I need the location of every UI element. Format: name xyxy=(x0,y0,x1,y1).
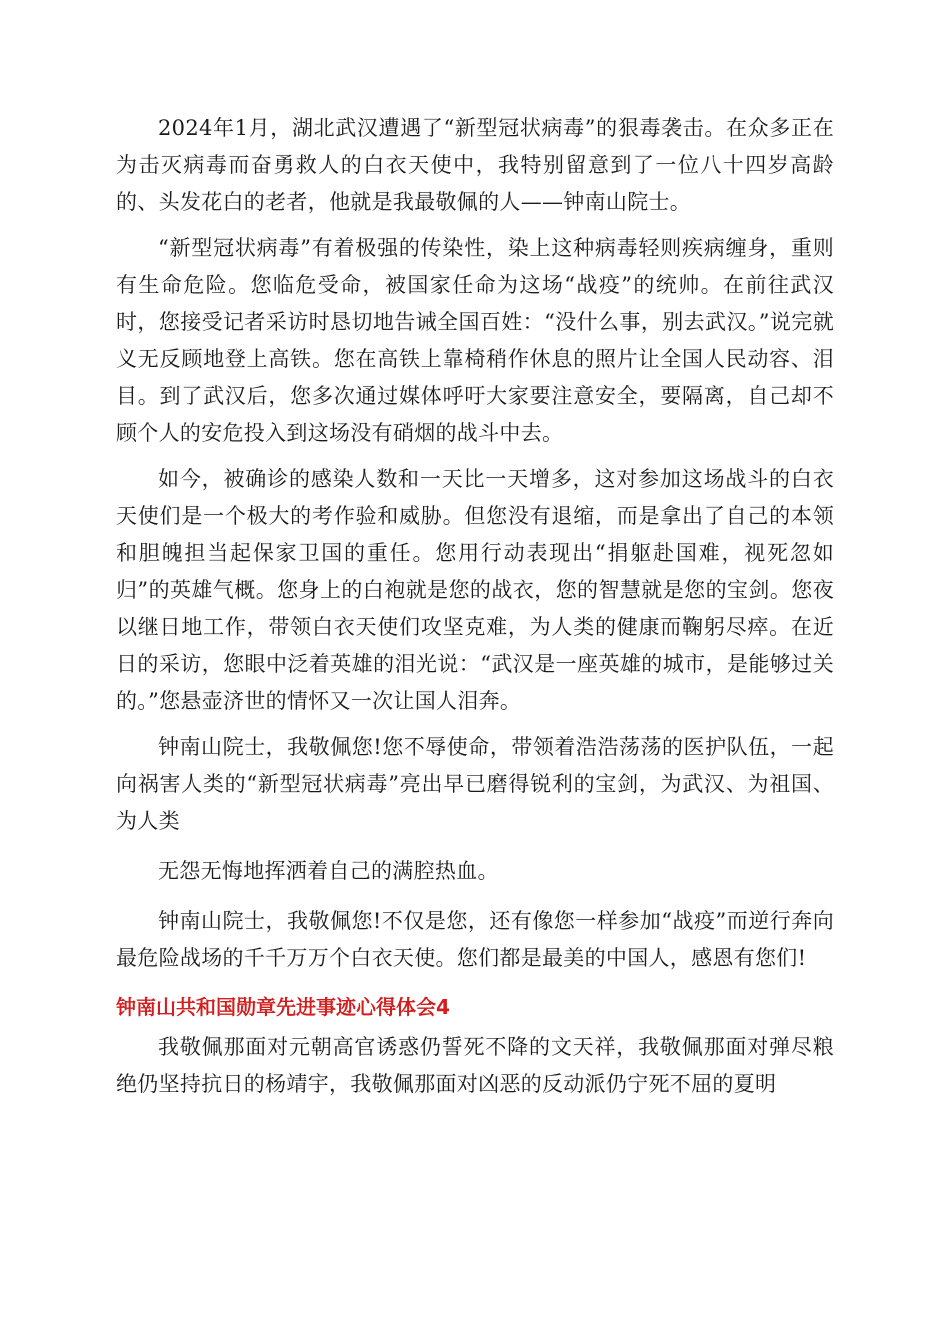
paragraph-5: 无怨无悔地挥洒着自己的满腔热血。 xyxy=(158,859,499,883)
paragraph-6: 钟南山院士，我敬佩您!不仅是您，还有像您一样参加“战疫”而逆行奔向最危险战场的千千万万个白衣天使。您们都是最美的中国人，感恩有您们! xyxy=(116,909,834,970)
paragraph-2: “新型冠状病毒”有着极强的传染性，染上这种病毒轻则疾病缠身，重则有生命危险。您临危受命，被国家任命为这场“战疫”的统帅。在前往武汉时，您接受记者采访时恳切地告诫全国百姓：“没什么事，别去武汉。”说完就义无反顾地登上高铁。您在高铁上靠椅稍作休息的照片让全国人民动容、泪目。到了武汉后，您多次通过媒体呼吁大家要注意安全，要隔离，自己却不顾个人的安危投入到这场没有硝烟的战斗中去。 xyxy=(116,236,834,445)
document-body xyxy=(116,110,834,1103)
paragraph-3: 如今，被确诊的感染人数和一天比一天增多，这对参加这场战斗的白衣天使们是一个极大的考作验和威胁。但您没有退缩，而是拿出了自己的本领和胆魄担当起保家卫国的重任。您用行动表现出“捐躯赴国难，视死忽如归”的英雄气概。您身上的白袍就是您的战衣，您的智慧就是您的宝剑。您夜以继日地工作，带领白衣天使们攻坚克难，为人类的健康而鞠躬尽瘁。在近日的采访，您眼中泛着英雄的泪光说：“武汉是一座英雄的城市，是能够过关的。”您悬壶济世的情怀又一次让国人泪奔。 xyxy=(116,467,834,713)
paragraph-4: 钟南山院士，我敬佩您!您不辱使命，带领着浩浩荡荡的医护队伍，一起向祸害人类的“新型冠状病毒”亮出早已磨得锐利的宝剑，为武汉、为祖国、为人类 xyxy=(116,735,834,833)
section-heading: 钟南山共和国勋章先进事迹心得体会4 xyxy=(116,995,450,1019)
paragraph-7: 我敬佩那面对元朝高官诱惑仍誓死不降的文天祥，我敬佩那面对弹尽粮绝仍坚持抗日的杨靖宇，我敬佩那面对凶恶的反动派仍宁死不屈的夏明 xyxy=(116,1035,834,1096)
paragraph-1: 2024年1月，湖北武汉遭遇了“新型冠状病毒”的狠毒袭击。在众多正在为击灭病毒而奋勇救人的白衣天使中，我特别留意到了一位八十四岁高龄的、头发花白的老者，他就是我最敬佩的人——钟南山院士。 xyxy=(116,116,834,214)
